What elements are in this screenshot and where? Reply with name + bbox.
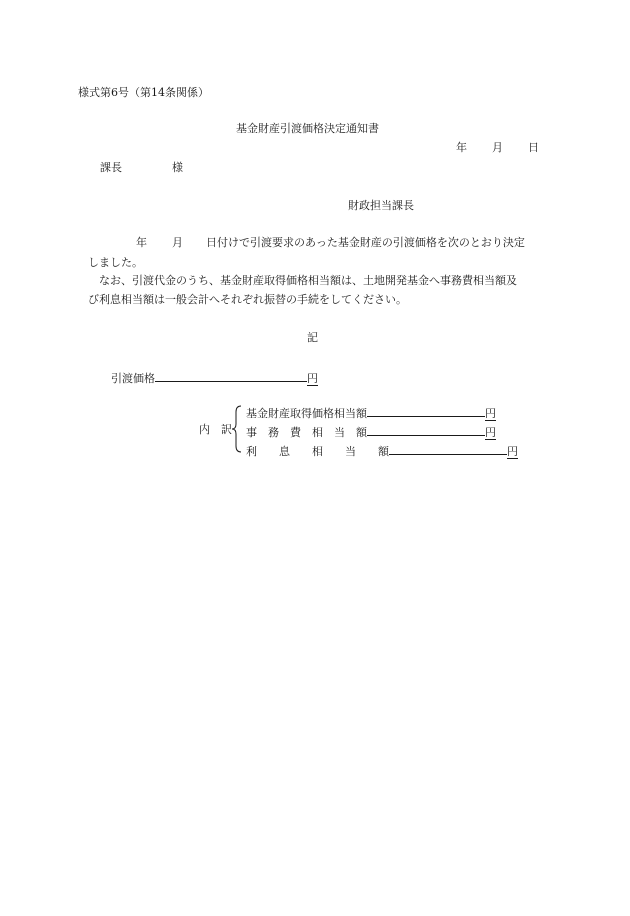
breakdown-item bbox=[246, 442, 518, 459]
date-month: 月 bbox=[492, 141, 503, 154]
body-line-4: び利息相当額は一般会計へそれぞれ振替の手続をしてください。 bbox=[88, 293, 407, 306]
breakdown-item-unit: 円 bbox=[485, 426, 496, 439]
document-title: 基金財産引渡価格決定通知書 bbox=[236, 122, 379, 135]
body-month: 月 bbox=[172, 236, 183, 249]
price-row bbox=[111, 369, 318, 386]
breakdown-item-blank bbox=[367, 404, 485, 417]
sender: 財政担当課長 bbox=[348, 199, 414, 212]
breakdown-item-unit: 円 bbox=[507, 445, 518, 458]
breakdown-item-unit: 円 bbox=[485, 407, 496, 420]
addressee-honorific: 様 bbox=[172, 161, 183, 174]
body-line-1: 日付けで引渡要求のあった基金財産の引渡価格を次のとおり決定 bbox=[206, 236, 525, 249]
body-line-2: しました。 bbox=[88, 256, 143, 269]
price-label: 引渡価格 bbox=[111, 372, 155, 385]
breakdown-item-blank bbox=[389, 442, 507, 455]
breakdown-item-label: 利 息 相 当 額 bbox=[246, 445, 389, 458]
ki-marker: 記 bbox=[307, 331, 318, 344]
addressee-title: 課長 bbox=[100, 161, 122, 174]
body-line-3: なお、引渡代金のうち、基金財産取得価格相当額は、土地開発基金へ事務費相当額及 bbox=[99, 274, 517, 287]
breakdown-item-label: 基金財産取得価格相当額 bbox=[246, 407, 367, 420]
form-number: 様式第6号（第14条関係） bbox=[78, 86, 209, 99]
date-year: 年 bbox=[456, 141, 467, 154]
breakdown-item-blank bbox=[367, 423, 485, 436]
date-day: 日 bbox=[528, 141, 539, 154]
breakdown-item bbox=[246, 404, 496, 421]
breakdown-item-label: 事 務 費 相 当 額 bbox=[246, 426, 367, 439]
price-unit: 円 bbox=[307, 372, 318, 385]
breakdown-item bbox=[246, 423, 496, 440]
breakdown-brace bbox=[231, 404, 243, 454]
breakdown-label: 内 訳 bbox=[199, 423, 232, 436]
body-year: 年 bbox=[136, 236, 147, 249]
price-blank bbox=[155, 369, 307, 382]
